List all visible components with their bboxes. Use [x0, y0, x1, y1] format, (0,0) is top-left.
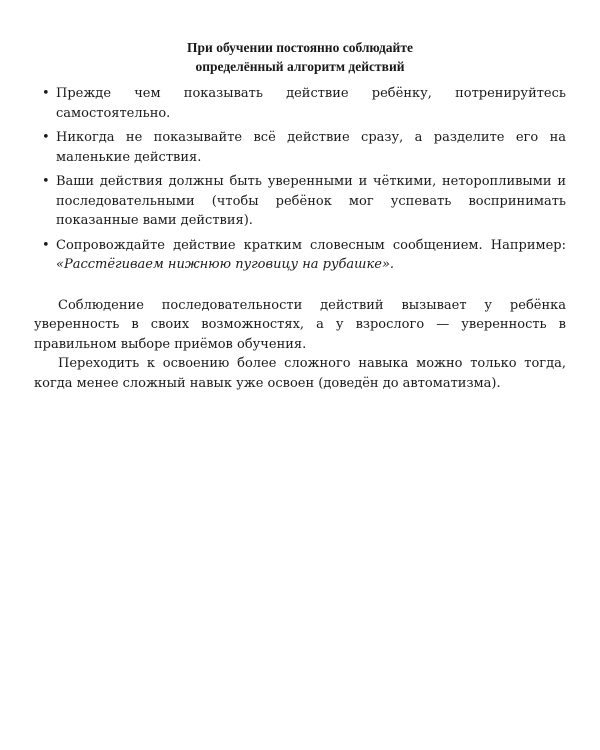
rule-text: Никогда не показывайте всё действие сразу, а разделите его на маленькие действия.	[56, 130, 566, 165]
list-item	[34, 128, 566, 167]
example-phrase: «Расстёгиваем нижнюю пуговицу на рубашке».	[56, 257, 395, 272]
list-item	[34, 84, 566, 123]
rule-text: Прежде чем показывать действие ребёнку, потренируйтесь самостоятельно.	[56, 86, 566, 121]
list-item	[34, 172, 566, 231]
body-paragraph: Переходить к освоению более сложного навыка можно только тогда, когда менее сложный навык уже освоен (доведён до автоматизма).	[34, 356, 566, 391]
list-item	[34, 236, 566, 275]
heading-line-2: определённый алгоритм действий	[195, 59, 405, 74]
rule-text: Сопровождайте действие кратким словесным сообщением. Например:	[56, 237, 566, 253]
bullet-icon: •	[42, 130, 50, 145]
section-heading	[34, 38, 566, 76]
body-paragraph: Соблюдение последовательности действий вызывает у ребёнка уверенность в своих возможностях, а у взрослого — уверенность в правильном выборе приёмов обучения.	[34, 297, 566, 352]
bullet-icon: •	[42, 174, 50, 189]
bullet-icon: •	[42, 86, 50, 101]
document-page	[34, 38, 566, 393]
heading-line-1: При обучении постоянно соблюдайте	[187, 40, 413, 55]
rules-list	[34, 84, 566, 275]
bullet-icon: •	[42, 237, 50, 253]
rule-text: Ваши действия должны быть уверенными и чёткими, неторопливыми и последовательными (чтобы ребёнок мог успевать воспринимать показанные вами действия).	[56, 174, 566, 228]
